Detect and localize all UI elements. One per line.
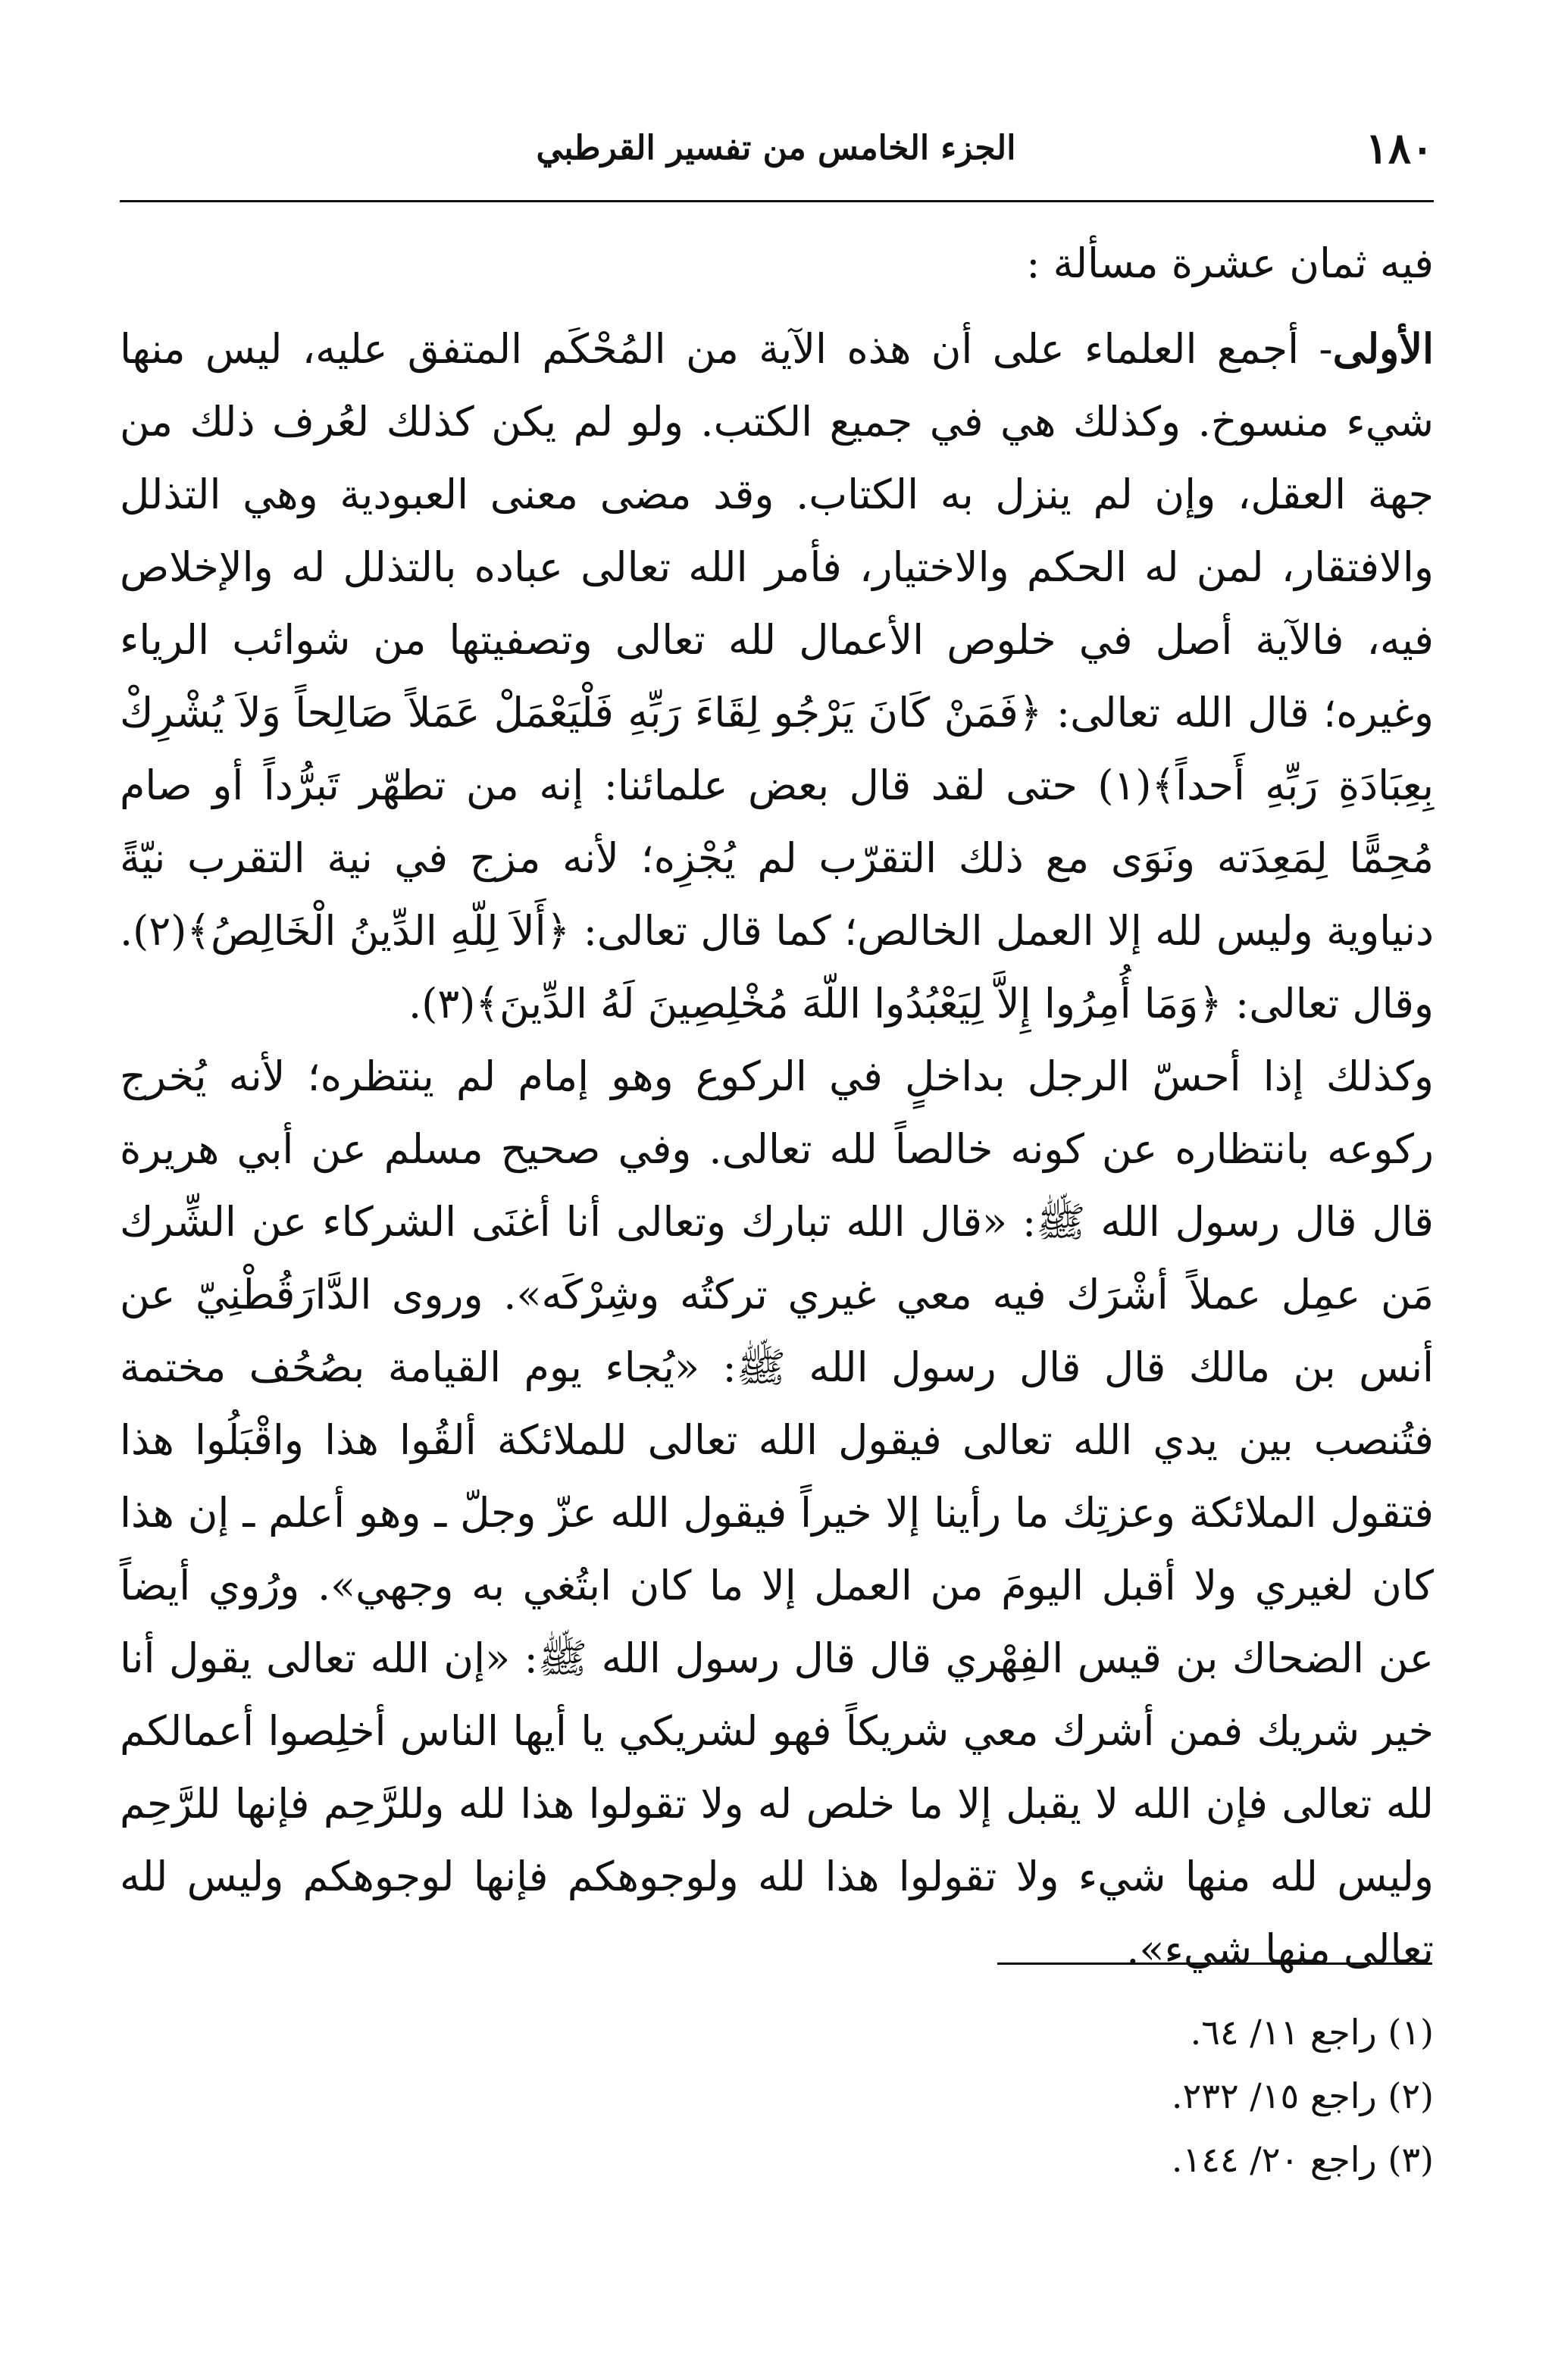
running-title: الجزء الخامس من تفسير القرطبي [536, 129, 1016, 167]
second-paragraph: وكذلك إذا أحسّ الرجل بداخلٍ في الركوع وهو إمام لم ينتظره؛ لأنه يُخرج ركوعه بانتظاره عن كونه خالصاً لله تعالى. وفي صحيح مسلم عن أبي هريرة قال قال رسول الله ﷺ: «قال الله تبارك وتعالى أنا أغنَى الشركاء عن الشِّرك مَن عمِل عملاً أشْرَك فيه معي غيري تركتُه وشِرْكَه». وروى الدَّارَقُطْنِيّ عن أنس بن مالك قال قال رسول الله ﷺ: «يُجاء يوم القيامة بصُحُف مختمة فتُنصب بين يدي الله تعالى فيقول الله تعالى للملائكة ألقُوا هذا واقْبَلُوا هذا فتقول الملائكة وعزتِك ما رأينا إلا خيراً فيقول الله عزّ وجلّ ـ وهو أعلم ـ إن هذا كان لغيري ولا أقبل اليومَ من العمل إلا ما كان ابتُغي به وجهي». ورُوي أيضاً عن الضحاك بن قيس الفِهْري قال قال رسول الله ﷺ: «إن الله تعالى يقول أنا خير شريك فمن أشرك معي شريكاً فهو لشريكي يا أيها الناس أخلِصوا أعمالكم لله تعالى فإن الله لا يقبل إلا ما خلص له ولا تقولوا هذا لله وللرَّحِم فإنها للرَّحِم وليس لله منها شيء ولا تقولوا هذا لله ولوجوهكم فإنها لوجوهكم وليس لله تعالى منها شيء». [120, 1052, 1434, 1973]
footnotes [1172, 2000, 1434, 2191]
footnote-2: (٢) راجع ١٥/ ٢٣٢. [1171, 2075, 1434, 2116]
footnote-1: (١) راجع ١١/ ٦٤. [1190, 2012, 1434, 2053]
header-divider [120, 200, 1434, 202]
first-paragraph [120, 312, 1434, 1040]
main-text [120, 227, 1434, 1986]
first-paragraph-text: - أجمع العلماء على أن هذه الآية من المُحْكَم المتفق عليه، ليس منها شيء منسوخ. وكذلك هي في جميع الكتب. ولو لم يكن كذلك لعُرف ذلك من جهة العقل، وإن لم ينزل به الكتاب. وقد مضى معنى العبودية وهي التذلل والافتقار، لمن له الحكم والاختيار، فأمر الله تعالى عباده بالتذلل له والإخلاص فيه، فالآية أصل في خلوص الأعمال لله تعالى وتصفيتها من شوائب الرياء وغيره؛ قال الله تعالى: ﴿فَمَنْ كَانَ يَرْجُو لِقَاءَ رَبِّهِ فَلْيَعْمَلْ عَمَلاً صَالِحاً وَلاَ يُشْرِكْ بِعِبَادَةِ رَبِّهِ أَحداً﴾(١) حتى لقد قال بعض علمائنا: إنه من تطهّر تَبرُّداً أو صام مُحِمًّا لِمَعِدَته ونَوَى مع ذلك التقرّب لم يُجْزِه؛ لأنه مزج في نية التقرب نيّةً دنياوية وليس لله إلا العمل الخالص؛ كما قال تعالى: ﴿أَلاَ لِلّهِ الدِّينُ الْخَالِصُ﴾(٢). وقال تعالى: ﴿وَمَا أُمِرُوا إِلاَّ لِيَعْبُدُوا اللّهَ مُخْلِصِينَ لَهُ الدِّينَ﴾(٣). [120, 325, 1434, 1027]
section-intro: فيه ثمان عشرة مسألة : [1026, 239, 1434, 287]
page-number: ١٨٠ [1365, 124, 1434, 174]
lead-word: الأولى [1332, 324, 1434, 373]
footnote-divider [997, 1962, 1432, 1965]
footnote-3: (٣) راجع ٢٠/ ١٤٤. [1171, 2139, 1434, 2180]
page-header [118, 121, 1434, 194]
